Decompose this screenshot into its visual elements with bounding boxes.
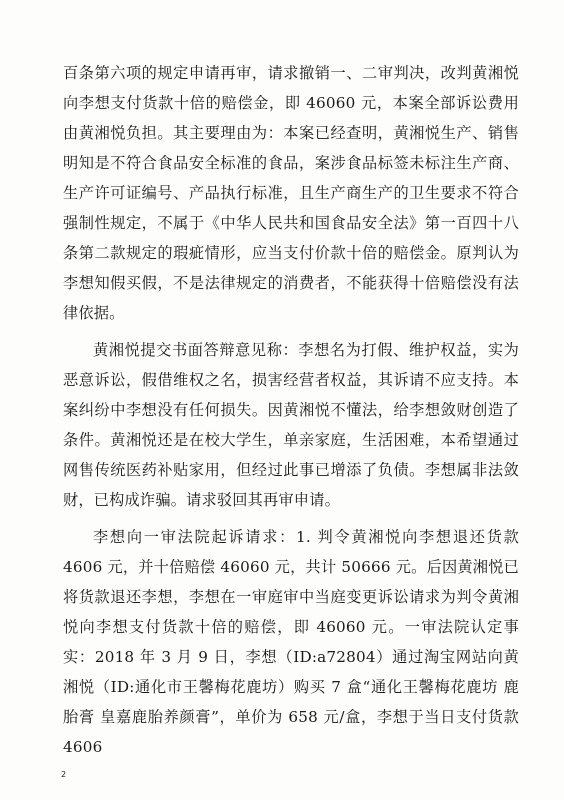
- document-body: [63, 58, 519, 769]
- page-number: 2: [61, 770, 67, 779]
- paragraph-defense-opinion: 黄湘悦提交书面答辩意见称：李想名为打假、维护权益，实为恶意诉讼，假借维权之名，损害经营者权益，其诉请不应支持。本案纠纷中李想没有任何损失。因黄湘悦不懂法，给李想敛财创造了条件。黄湘悦还是在校大学生，单亲家庭，生活困难，本希望通过网售传统医药补贴家用，但经过此事已增添了负债。李想属非法敛财，已构成诈骗。请求驳回其再审申请。: [63, 341, 519, 509]
- paragraph-retrial-request: 百条第六项的规定申请再审，请求撤销一、二审判决，改判黄湘悦向李想支付货款十倍的赔偿金，即 46060 元，本案全部诉讼费用由黄湘悦负担。其主要理由为：本案已经查明，黄湘悦生产、销售明知是不符合食品安全标准的食品，案涉食品标签未标注生产商、生产许可证编号、产品执行标准，且生产商生产的卫生要求不符合强制性规定，不属于《中华人民共和国食品安全法》第一百四十八条第二款规定的瑕疵情形，应当支付价款十倍的赔偿金。原判认为李想知假买假，不是法律规定的消费者，不能获得十倍赔偿没有法律依据。: [63, 64, 519, 322]
- paragraph-first-instance-claims: 李想向一审法院起诉请求：1. 判令黄湘悦向李想退还货款 4606 元，并十倍赔偿 46060 元，共计 50666 元。后因黄湘悦已将货款退还李想，李想在一审庭审中当庭变更诉讼请求为判令黄湘悦向李想支付货款十倍的赔偿，即 46060 元。一审法院认定事实：2018 年 3 月 9 日，李想（ID:a72804）通过淘宝网站向黄湘悦（ID:通化市王馨梅花鹿坊）购买 7 盒“通化王馨梅花鹿坊 鹿胎膏 皇嘉鹿胎养颜膏”，单价为 658 元/盒，李想于当日支付货款 4606: [63, 528, 519, 756]
